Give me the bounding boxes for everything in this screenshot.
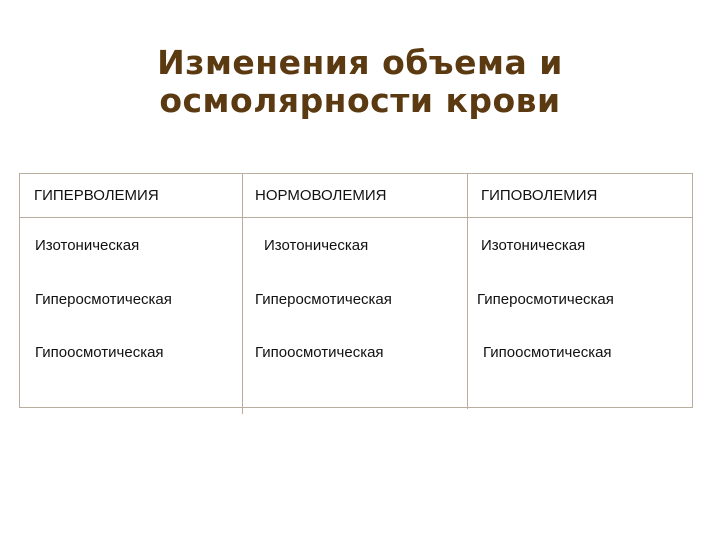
table-cell: Гиперосмотическая	[35, 291, 172, 308]
slide-title	[0, 44, 720, 120]
table-cell: Гиперосмотическая	[477, 291, 614, 308]
column-divider-2	[467, 174, 468, 409]
header-normovolemia: НОРМОВОЛЕМИЯ	[255, 187, 387, 204]
table-cell: Гипоосмотическая	[35, 344, 164, 361]
table-cell: Изотоническая	[35, 237, 140, 254]
table-cell: Изотоническая	[481, 237, 586, 254]
slide-title-line-1: Изменения объема и	[157, 43, 563, 82]
header-hypovolemia: ГИПОВОЛЕМИЯ	[481, 187, 598, 204]
table-cell: Гипоосмотическая	[483, 344, 612, 361]
table-cell: Гиперосмотическая	[255, 291, 392, 308]
header-row-divider	[20, 217, 692, 218]
table-cell: Гипоосмотическая	[255, 344, 384, 361]
header-hypervolemia: ГИПЕРВОЛЕМИЯ	[34, 187, 159, 204]
volemia-table	[19, 173, 693, 408]
table-cell: Изотоническая	[264, 237, 369, 254]
slide-title-line-2: осмолярности крови	[159, 81, 561, 120]
column-divider-1	[242, 174, 243, 414]
